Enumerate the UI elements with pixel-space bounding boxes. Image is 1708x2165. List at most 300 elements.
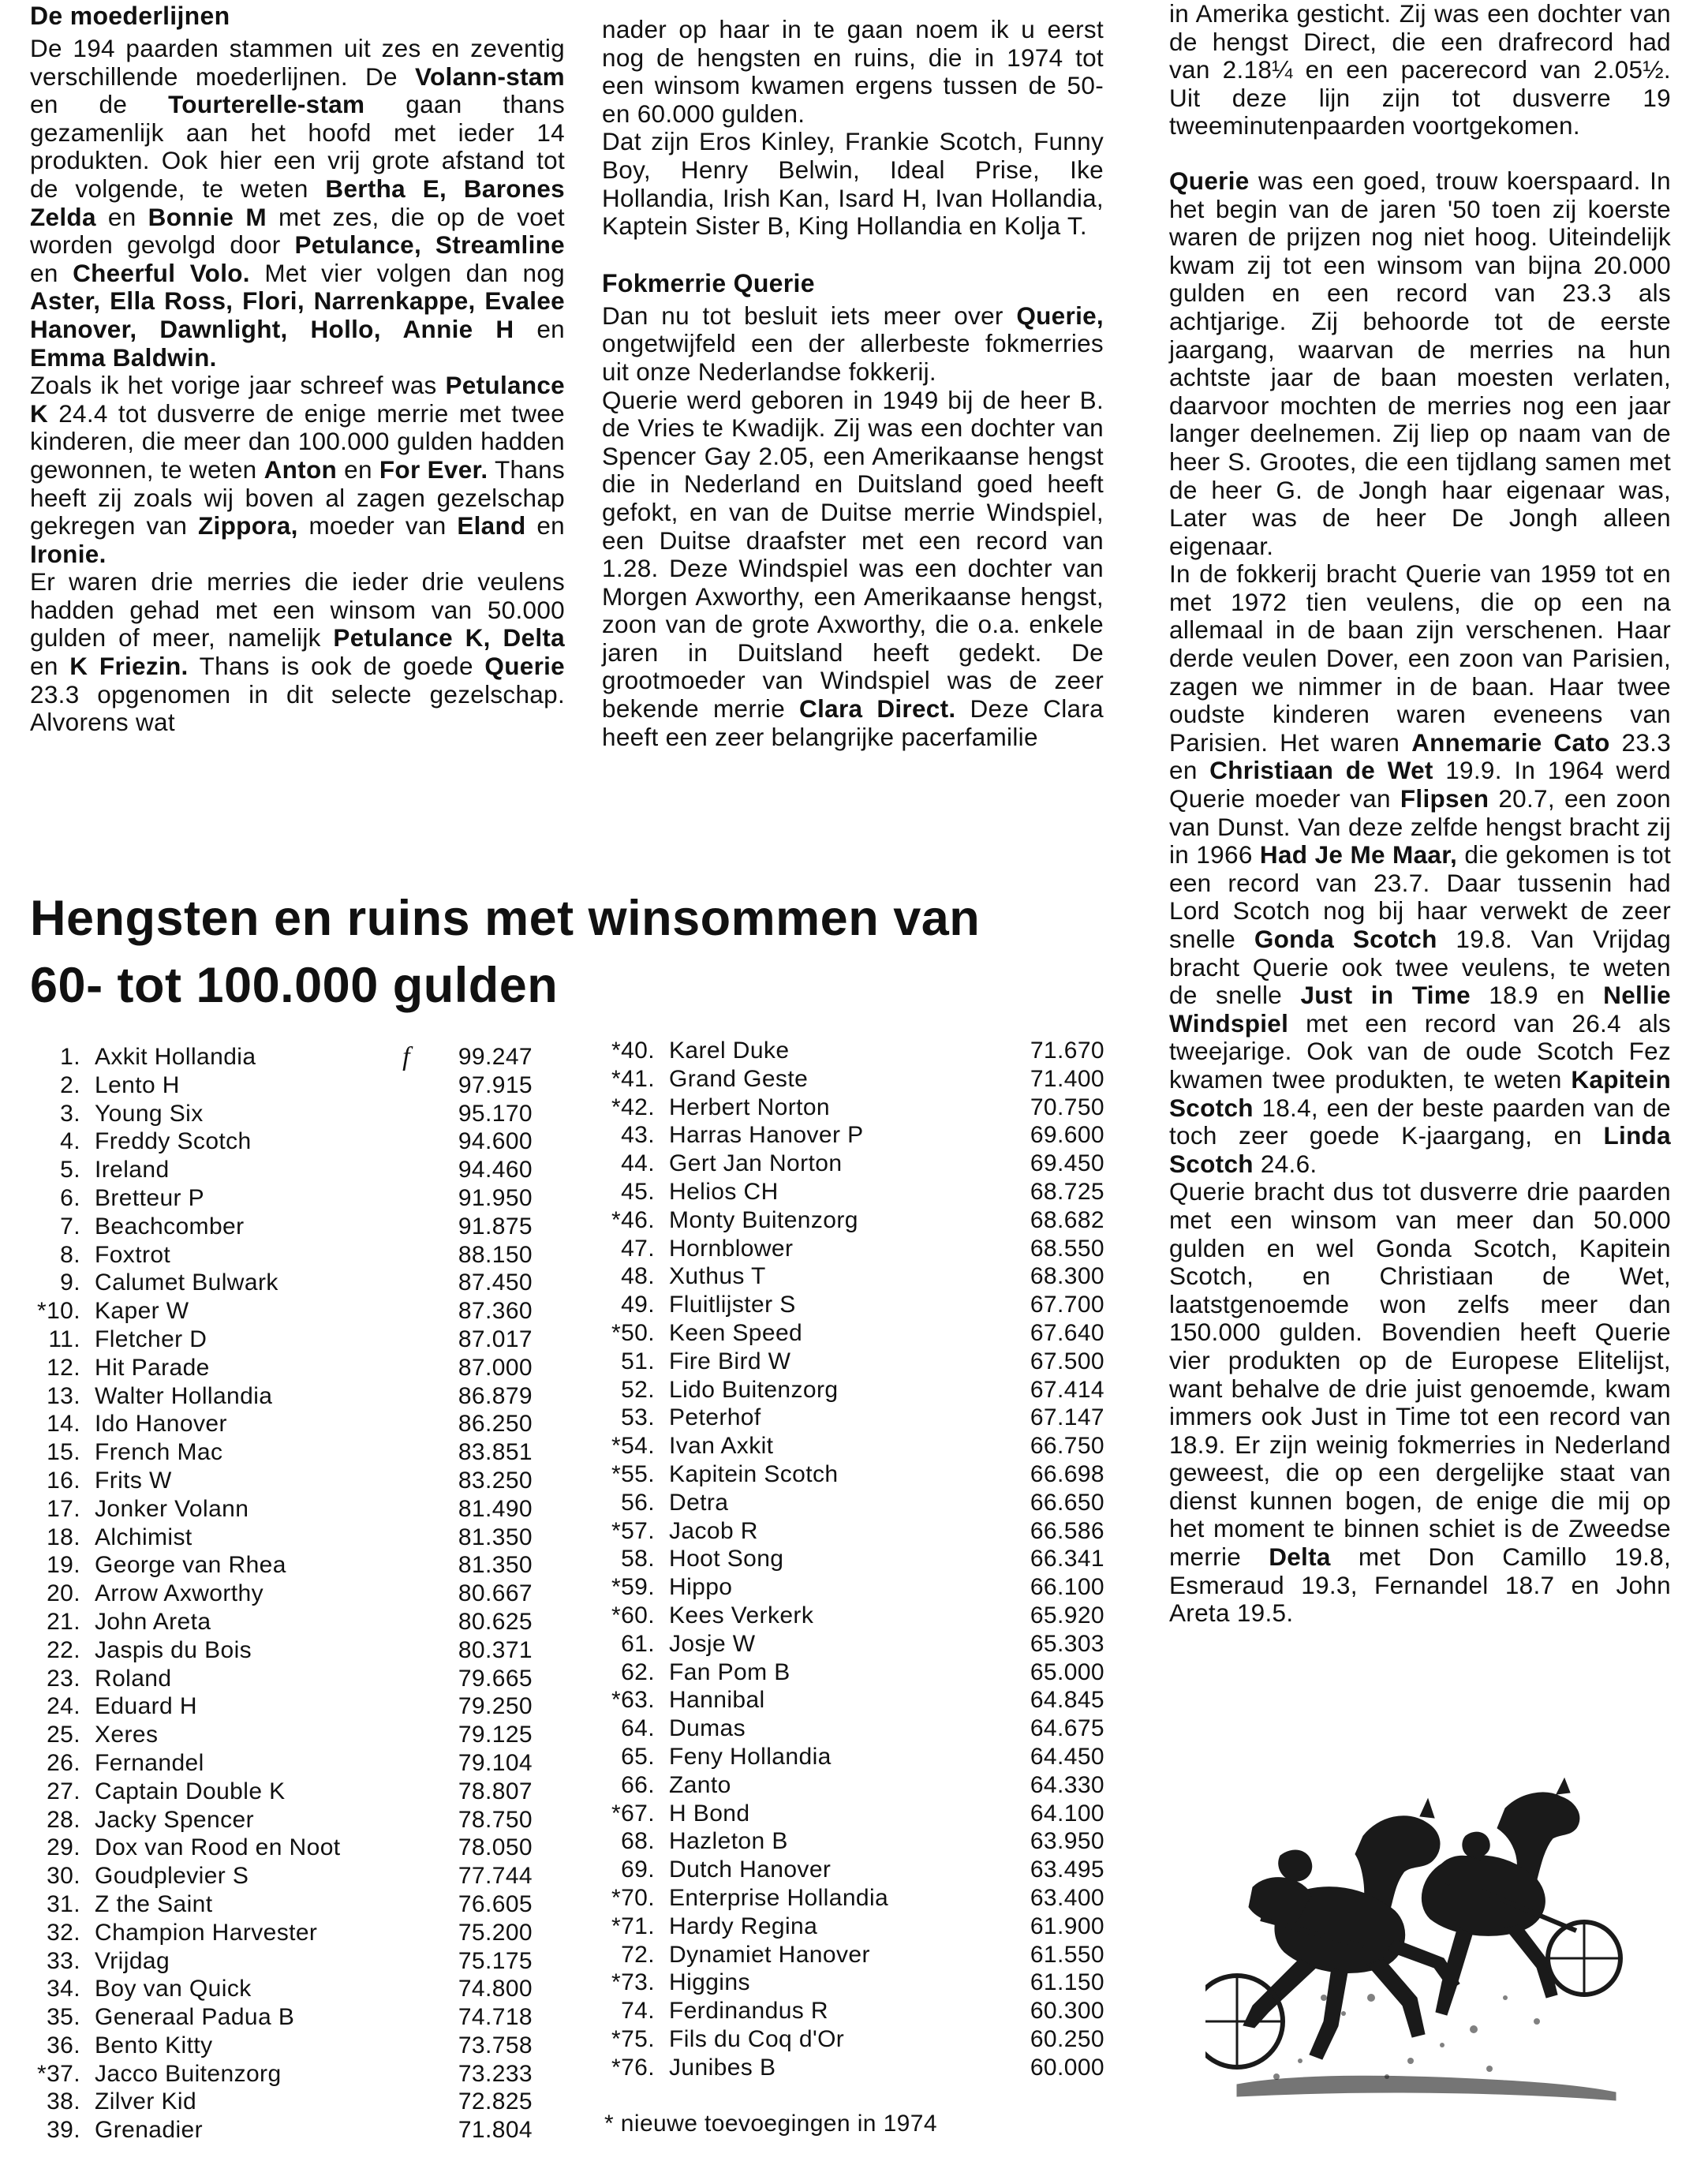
winnings-amount: 65.303 (1030, 1630, 1104, 1657)
rank-number: 21. (47, 1608, 80, 1635)
list-item (593, 1376, 1104, 1404)
rank-number: *67. (611, 1800, 655, 1827)
horse-name: French Mac (95, 1439, 223, 1466)
rank-number: *76. (611, 2054, 655, 2081)
list-item (24, 1919, 533, 1947)
bold-name: Gonda Scotch (1254, 925, 1437, 953)
text-run: In de fokkerij bracht Querie van 1959 tot en met 1972 tien veulens, die op een na allemaal in de baan zijn verschenen. Haar derde veulen Dover, een zoon van Parisien, zagen we nimmer in de baan. Haar twee oudste kinderen waren eveneens van Parisien. Het waren (1169, 559, 1671, 757)
rank-number: 33. (47, 1947, 80, 1974)
list-item (593, 1319, 1104, 1348)
bold-name: Querie, (1016, 301, 1104, 330)
winnings-amount: 87.450 (458, 1269, 533, 1296)
list-item (593, 1630, 1104, 1658)
horse-name: Hit Parade (95, 1354, 210, 1381)
paragraph (1169, 167, 1671, 560)
horse-name: Ivan Axkit (669, 1433, 774, 1460)
paragraph (1169, 560, 1671, 1178)
rank-number: 24. (47, 1693, 80, 1720)
winnings-list-40-76 (593, 1037, 1104, 2081)
paragraph (30, 568, 565, 737)
text-run: 20.7, een zoon van Dunst. Van deze zelfde hengst bracht zij in 1966 (1169, 784, 1671, 869)
text-run: moeder van (297, 511, 458, 540)
list-item (593, 1291, 1104, 1319)
paragraph (602, 387, 1104, 752)
rank-number: 48. (621, 1263, 655, 1290)
text-run: met Don Camillo 19.8, Esmeraud 19.3, Fernandel 18.7 en John Areta 19.5. (1169, 1542, 1672, 1628)
paragraph (30, 35, 565, 372)
horse-name: Gert Jan Norton (669, 1150, 843, 1177)
list-item (593, 1941, 1104, 1969)
text-run: 23.3 opgenomen in dit selecte gezelschap. Alvorens wat (30, 679, 565, 737)
winnings-amount: 61.150 (1030, 1969, 1104, 1996)
horse-name: Z the Saint (95, 1890, 213, 1917)
winnings-amount: 75.175 (458, 1947, 533, 1974)
rank-number: 29. (47, 1834, 80, 1861)
list-item (24, 1975, 533, 2003)
bold-name: Querie (1169, 166, 1250, 195)
list-item (24, 1100, 533, 1128)
column-right (1169, 0, 1671, 1628)
text-run: Querie werd geboren in 1949 bij de heer B. de Vries te Kwadijk. Zij was een dochter van Spencer Gay 2.05, een Amerikaanse hengst die in Nederland en Duitsland goed heeft gefokt, en van de Duitse merrie Windspiel, een Duitse draafster met een record van 1.28. Deze Windspiel was een dochter van Morgen Axworthy, een Amerikaanse hengst, zoon van de grote Axworthy, die o.a. enkele jaren in Duitsland heeft gedekt. De grootmoeder van Windspiel was de zeer bekende merrie (602, 385, 1104, 724)
text-run: 23.3 en (1169, 727, 1672, 785)
winnings-amount: 94.600 (458, 1128, 533, 1155)
rank-number: 56. (621, 1489, 655, 1516)
winnings-amount: 65.000 (1030, 1658, 1104, 1685)
list-item (593, 1856, 1104, 1884)
list-item (593, 2054, 1104, 2082)
winnings-amount: 68.550 (1030, 1235, 1104, 1262)
horse-name: Xuthus T (669, 1263, 766, 1290)
horse-name: Dumas (669, 1715, 746, 1742)
list-item (24, 1326, 533, 1354)
rank-number: 22. (47, 1636, 80, 1663)
list-item (593, 1800, 1104, 1828)
section-heading-fokmerrie-querie: Fokmerrie Querie (602, 268, 815, 297)
headline-line-2: 60- tot 100.000 gulden (30, 958, 559, 1013)
text-run: Met vier volgen dan nog (249, 258, 565, 287)
winnings-amount: 68.300 (1030, 1263, 1104, 1290)
list-item (593, 1235, 1104, 1263)
horse-name: John Areta (95, 1608, 211, 1635)
bold-name: Aster, Ella Ross, Flori, Narrenkappe, Evalee Hanover, Dawnlight, Hollo, Annie H (30, 286, 565, 343)
rank-number: *60. (611, 1602, 655, 1628)
text-run: Thans is ook de goede (188, 652, 485, 681)
list-item (593, 1432, 1104, 1460)
winnings-amount: 81.490 (458, 1495, 533, 1522)
list-item (593, 1827, 1104, 1856)
rank-number: 20. (47, 1580, 80, 1607)
list-item (24, 1382, 533, 1411)
list-item (24, 1551, 533, 1580)
list-item (24, 1213, 533, 1241)
horse-name: Fan Pom B (669, 1658, 790, 1685)
rank-number: *59. (611, 1574, 655, 1601)
winnings-amount: 83.851 (458, 1439, 533, 1466)
list-item (593, 1348, 1104, 1376)
horse-name: Vrijdag (95, 1947, 170, 1974)
rank-number: *71. (611, 1913, 655, 1939)
horse-name: Walter Hollandia (95, 1382, 273, 1409)
paragraph (1169, 1178, 1671, 1628)
horse-name: Hardy Regina (669, 1913, 818, 1939)
winnings-amount: 91.875 (458, 1213, 533, 1240)
winnings-amount: 71.400 (1030, 1065, 1104, 1092)
bold-name: Zippora, (198, 511, 298, 540)
horse-name: Jacob R (669, 1517, 758, 1544)
list-item (24, 1043, 533, 1071)
winnings-amount: 79.104 (458, 1749, 533, 1776)
rank-number: 32. (47, 1919, 80, 1946)
column-middle (602, 16, 1104, 751)
bold-name: Tourterelle-stam (168, 90, 365, 119)
rank-number: 35. (47, 2004, 80, 2031)
list-item (24, 1636, 533, 1665)
list-item (24, 1580, 533, 1608)
rank-number: 26. (47, 1749, 80, 1776)
rank-number: *10. (37, 1298, 80, 1325)
rank-number: *63. (611, 1687, 655, 1714)
list-item (24, 2088, 533, 2116)
bold-name: Had Je Me Maar, (1259, 840, 1458, 869)
text-run: 18.9 en (1470, 981, 1604, 1010)
text-run: 24.6. (1253, 1149, 1317, 1178)
text-run: Deze Clara heeft een zeer belangrijke pacerfamilie (602, 694, 1104, 751)
horse-name: Hoot Song (669, 1546, 784, 1572)
rank-number: 39. (47, 2117, 80, 2144)
rank-number: *50. (611, 1319, 655, 1346)
winnings-amount: 69.450 (1030, 1150, 1104, 1177)
horse-name: Champion Harvester (95, 1919, 318, 1946)
winnings-amount: 60.300 (1030, 1998, 1104, 2025)
bold-name: Volann-stam (415, 62, 565, 91)
text-run: 18.4, een der beste paarden van de toch zeer goede K-jaargang, en (1169, 1093, 1671, 1150)
rank-number: 68. (621, 1828, 655, 1855)
horse-name: Eduard H (95, 1693, 197, 1720)
horse-name: Bretteur P (95, 1184, 205, 1211)
horse-name: Generaal Padua B (95, 2004, 295, 2031)
list-item (24, 2032, 533, 2060)
winnings-amount: 79.125 (458, 1722, 533, 1748)
bold-name: Kapitein Scotch (1169, 1064, 1671, 1122)
bold-name: Nellie Windspiel (1169, 981, 1671, 1038)
winnings-amount: 74.718 (458, 2004, 533, 2031)
list-item (24, 1354, 533, 1382)
horse-name: Jaspis du Bois (95, 1636, 252, 1663)
winnings-amount: 91.950 (458, 1184, 533, 1211)
rank-number: 64. (621, 1715, 655, 1742)
text-run: met zes, die op de voet worden gevolgd door (30, 202, 565, 260)
text-run: gaan thans gezamenlijk aan het hoofd met ieder 14 produkten. Ook hier een vrij grote afstand tot de volgende, te weten (30, 90, 565, 203)
winnings-amount: 66.341 (1030, 1546, 1104, 1572)
list-item (24, 1297, 533, 1326)
bold-name: Petulance K, Delta (333, 623, 565, 652)
text-run: in Amerika gesticht. Zij was een dochter van de hengst Direct, die een drafrecord had van 2.18¼ en een pacerecord van 2.05½. Uit deze lijn zijn tot dusverre 19 tweeminutenpaarden voortgekomen. (1169, 0, 1671, 140)
winnings-amount: 79.250 (458, 1693, 533, 1720)
rank-number: 12. (47, 1354, 80, 1381)
rank-number: 43. (621, 1122, 655, 1149)
winnings-amount: 64.845 (1030, 1687, 1104, 1714)
winnings-amount: 64.100 (1030, 1800, 1104, 1827)
winnings-amount: 64.450 (1030, 1743, 1104, 1770)
text-run: 24.4 tot dusverre de enige merrie met twee kinderen, die meer dan 100.000 gulden hadden gewonnen, te weten (30, 398, 565, 484)
horse-name: George van Rhea (95, 1552, 286, 1579)
text-run: Querie bracht dus tot dusverre drie paarden met een winsom van meer dan 50.000 gulden en wel Gonda Scotch, Kapitein Scotch, en Christiaan de Wet, laatstgenoemde won zelfs meer dan 150.000 gulden. Bovendien heeft Querie vier produkten op de Europese Elitelijst, want behalve de drie juist genoemde, kwam immers ook Just in Time tot een record van 18.9. Er zijn weinig fokmerries in Nederland geweest, die op een dergelijke staat van dienst kunnen bogen, de enige die mij op het moment te binnen schiet is de Zweedse merrie (1169, 1177, 1671, 1572)
horse-name: Hazleton B (669, 1828, 788, 1855)
horse-name: Goudplevier S (95, 1863, 249, 1890)
bold-name: Bertha E, Barones Zelda (30, 174, 565, 231)
winnings-amount: 66.100 (1030, 1574, 1104, 1601)
list-item (24, 1608, 533, 1636)
list-item (24, 1862, 533, 1890)
horse-name: Junibes B (669, 2054, 776, 2081)
list-item (24, 1495, 533, 1524)
rank-number: *57. (611, 1517, 655, 1544)
bold-name: Eland (457, 511, 526, 540)
list-item (24, 1071, 533, 1100)
bold-name: Linda Scotch (1169, 1121, 1671, 1178)
winnings-amount: 78.807 (458, 1778, 533, 1804)
horse-name: Dutch Hanover (669, 1857, 832, 1883)
rank-number: 65. (621, 1743, 655, 1770)
bold-name: Clara Direct. (799, 694, 956, 724)
list-item (24, 1410, 533, 1438)
rank-number: 31. (47, 1890, 80, 1917)
horse-name: Keen Speed (669, 1319, 803, 1346)
rank-number: 53. (621, 1404, 655, 1431)
winnings-amount: 72.825 (458, 2088, 533, 2115)
rank-number: 14. (47, 1411, 80, 1438)
list-item (593, 1714, 1104, 1743)
bold-name: Anton (263, 454, 338, 484)
rank-number: 47. (621, 1235, 655, 1262)
bold-name: Cheerful Volo. (73, 258, 250, 287)
rank-number: 1. (60, 1044, 80, 1070)
list-item (593, 1150, 1104, 1178)
rank-number: 27. (47, 1778, 80, 1804)
horse-name: Axkit Hollandia (95, 1044, 256, 1070)
winnings-amount: 61.900 (1030, 1913, 1104, 1939)
list-item (593, 1121, 1104, 1150)
list-item (593, 1065, 1104, 1094)
winnings-amount: 67.700 (1030, 1292, 1104, 1318)
rank-number: 58. (621, 1546, 655, 1572)
horse-name: Dox van Rood en Noot (95, 1834, 341, 1861)
rank-number: 8. (60, 1241, 80, 1268)
rank-number: 62. (621, 1658, 655, 1685)
horse-name: Captain Double K (95, 1778, 286, 1804)
winnings-amount: 66.750 (1030, 1433, 1104, 1460)
winnings-amount: 66.650 (1030, 1489, 1104, 1516)
rank-number: 72. (621, 1941, 655, 1968)
winnings-amount: 68.682 (1030, 1206, 1104, 1233)
list-item (24, 1806, 533, 1834)
horse-name: Kaper W (95, 1298, 189, 1325)
list-item (24, 1692, 533, 1721)
text-run: was een goed, trouw koerspaard. In het begin van de jaren '50 toen zij koerste waren de prijzen nog niet hoog. Uiteindelijk kwam zij tot een winsom van bijna 20.000 gulden en een record van 23.3 als achtjarige. Zij behoorde tot de eerste jaargang, waarvan de merries na hun achtste jaar de baan moesten verlaten, daarvoor mochten de merries nog een jaar langer deelnemen. Zij liep op naam van de heer S. Grootes, die een tijdlang samen met de heer G. de Jongh haar eigenaar was, Later was de heer De Jongh alleen eigenaar. (1169, 166, 1671, 560)
winnings-amount: 80.667 (458, 1580, 533, 1607)
list-item (593, 1545, 1104, 1573)
text-run: Dat zijn Eros Kinley, Frankie Scotch, Funny Boy, Henry Belwin, Ideal Prise, Ike Hollandia, Irish Kan, Isard H, Ivan Hollandia, Kaptein Sister B, King Hollandia en Kolja T. (602, 127, 1104, 241)
list-item (593, 1969, 1104, 1997)
list-item (24, 1269, 533, 1297)
rank-number: 36. (47, 2032, 80, 2058)
list-item (24, 1665, 533, 1693)
rank-number: *40. (611, 1038, 655, 1064)
horse-name: Enterprise Hollandia (669, 1884, 889, 1911)
bold-name: Emma Baldwin. (30, 342, 217, 372)
bold-name: For Ever. (379, 454, 488, 484)
winnings-amount: 64.675 (1030, 1715, 1104, 1742)
text-run: Zoals ik het vorige jaar schreef was (30, 371, 446, 400)
winnings-amount: 63.950 (1030, 1828, 1104, 1855)
rank-number: 69. (621, 1857, 655, 1883)
paragraph (602, 302, 1104, 387)
list-item (24, 1778, 533, 1806)
harness-racing-horses-icon (1205, 1761, 1631, 2132)
paragraph (602, 128, 1104, 240)
bold-name: Christiaan de Wet (1209, 756, 1433, 785)
winnings-amount: 65.920 (1030, 1602, 1104, 1628)
rank-number: 66. (621, 1771, 655, 1798)
horse-name: Herbert Norton (669, 1094, 831, 1120)
horse-name: Young Six (95, 1100, 204, 1127)
paragraph (30, 372, 565, 568)
rank-number: *73. (611, 1969, 655, 1996)
rank-number: 44. (621, 1150, 655, 1177)
rank-number: 6. (60, 1184, 80, 1211)
horse-name: Hannibal (669, 1687, 765, 1714)
rank-number: 61. (621, 1630, 655, 1657)
winnings-amount: 87.017 (458, 1326, 533, 1352)
winnings-amount: 67.500 (1030, 1348, 1104, 1374)
rank-number: *75. (611, 2025, 655, 2052)
horse-name: Helios CH (669, 1178, 779, 1205)
horse-name: Lento H (95, 1071, 180, 1098)
winnings-amount: 66.586 (1030, 1517, 1104, 1544)
horse-name: Fletcher D (95, 1326, 207, 1352)
list-item (593, 1658, 1104, 1687)
list-item (24, 2003, 533, 2032)
rank-number: 51. (621, 1348, 655, 1374)
horse-name: Roland (95, 1665, 172, 1692)
text-run: en (514, 314, 565, 343)
winnings-amount: 73.233 (458, 2060, 533, 2087)
horse-name: H Bond (669, 1800, 750, 1827)
winnings-amount: 77.744 (458, 1863, 533, 1890)
horse-name: Freddy Scotch (95, 1128, 252, 1155)
winnings-amount: 60.000 (1030, 2054, 1104, 2081)
rank-number: 45. (621, 1178, 655, 1205)
winnings-amount: 70.750 (1030, 1094, 1104, 1120)
winnings-amount: 73.758 (458, 2032, 533, 2058)
list-item (24, 2060, 533, 2088)
horse-name: Lido Buitenzorg (669, 1376, 839, 1403)
footnote-new-additions: * nieuwe toevoegingen in 1974 (604, 2111, 937, 2137)
winnings-amount: 63.495 (1030, 1857, 1104, 1883)
rank-number: 13. (47, 1382, 80, 1409)
winnings-list-1-39 (24, 1043, 533, 2144)
horse-name: Foxtrot (95, 1241, 171, 1268)
winnings-amount: 97.915 (458, 1071, 533, 1098)
rank-number: 17. (47, 1495, 80, 1522)
list-item (24, 1890, 533, 1919)
rank-number: 49. (621, 1292, 655, 1318)
horse-name: Ido Hanover (95, 1411, 227, 1438)
rank-number: 19. (47, 1552, 80, 1579)
list-item (593, 1094, 1104, 1122)
horse-name: Arrow Axworthy (95, 1580, 263, 1607)
horse-name: Hippo (669, 1574, 733, 1601)
bold-name: Delta (1269, 1542, 1331, 1572)
rank-number: 3. (60, 1100, 80, 1127)
horse-name: Alchimist (95, 1524, 192, 1550)
text-run: en (95, 202, 148, 231)
rank-number: 23. (47, 1665, 80, 1692)
rank-number: 52. (621, 1376, 655, 1403)
horse-name: Monty Buitenzorg (669, 1206, 858, 1233)
column-left (30, 0, 565, 737)
winnings-amount: 78.050 (458, 1834, 533, 1861)
winnings-amount: 81.350 (458, 1552, 533, 1579)
winnings-amount: 64.330 (1030, 1771, 1104, 1798)
list-item (593, 1037, 1104, 1065)
rank-number: *37. (37, 2060, 80, 2087)
winnings-amount: 60.250 (1030, 2025, 1104, 2052)
winnings-amount: 95.170 (458, 1100, 533, 1127)
horse-name: Xeres (95, 1722, 159, 1748)
list-item (24, 1438, 533, 1467)
rank-number: 15. (47, 1439, 80, 1466)
horse-name: Fire Bird W (669, 1348, 791, 1374)
rank-number: 25. (47, 1722, 80, 1748)
bold-name: Just in Time (1300, 981, 1471, 1010)
text-run: en (337, 454, 379, 484)
horse-name: Kees Verkerk (669, 1602, 814, 1628)
text-run: De 194 paarden stammen uit zes en zeventig verschillende moederlijnen. De (30, 34, 565, 91)
text-run: Thans heeft zij zoals wij boven al zagen gezelschap gekregen van (30, 454, 566, 540)
list-item (24, 1467, 533, 1495)
text-run: met een record van 26.4 als tweejarige. Ook van de oude Scotch Fez kwamen twee produkten, te weten (1169, 1008, 1671, 1094)
winnings-amount: 67.414 (1030, 1376, 1104, 1403)
winnings-amount: 67.640 (1030, 1319, 1104, 1346)
winnings-amount: 83.250 (458, 1467, 533, 1494)
rank-number: 5. (60, 1157, 80, 1183)
rank-number: 2. (60, 1071, 80, 1098)
list-item (593, 2025, 1104, 2054)
section-heading-moederlijnen: De moederlijnen (30, 2, 230, 30)
horse-name: Grenadier (95, 2117, 204, 2144)
horse-name: Ferdinandus R (669, 1998, 828, 2025)
horse-name: Jonker Volann (95, 1495, 249, 1522)
bold-name: Flipsen (1400, 784, 1489, 813)
list-item (593, 1489, 1104, 1517)
horse-name: Grand Geste (669, 1065, 809, 1092)
list-item (593, 1573, 1104, 1602)
winnings-amount: 69.600 (1030, 1122, 1104, 1149)
list-item (593, 1178, 1104, 1206)
list-item (24, 1947, 533, 1976)
bold-name: Petulance, Streamline (294, 230, 565, 260)
winnings-amount: 86.879 (458, 1382, 533, 1409)
horse-name: Boy van Quick (95, 1976, 252, 2002)
list-item (24, 1156, 533, 1184)
list-item (24, 1834, 533, 1862)
winnings-amount: 63.400 (1030, 1884, 1104, 1911)
text-run: Dan nu tot besluit iets meer over (602, 301, 1017, 330)
rank-number: *55. (611, 1460, 655, 1487)
text-run: 19.9. In 1964 werd Querie moeder van (1169, 756, 1671, 813)
horse-name: Kapitein Scotch (669, 1460, 839, 1487)
